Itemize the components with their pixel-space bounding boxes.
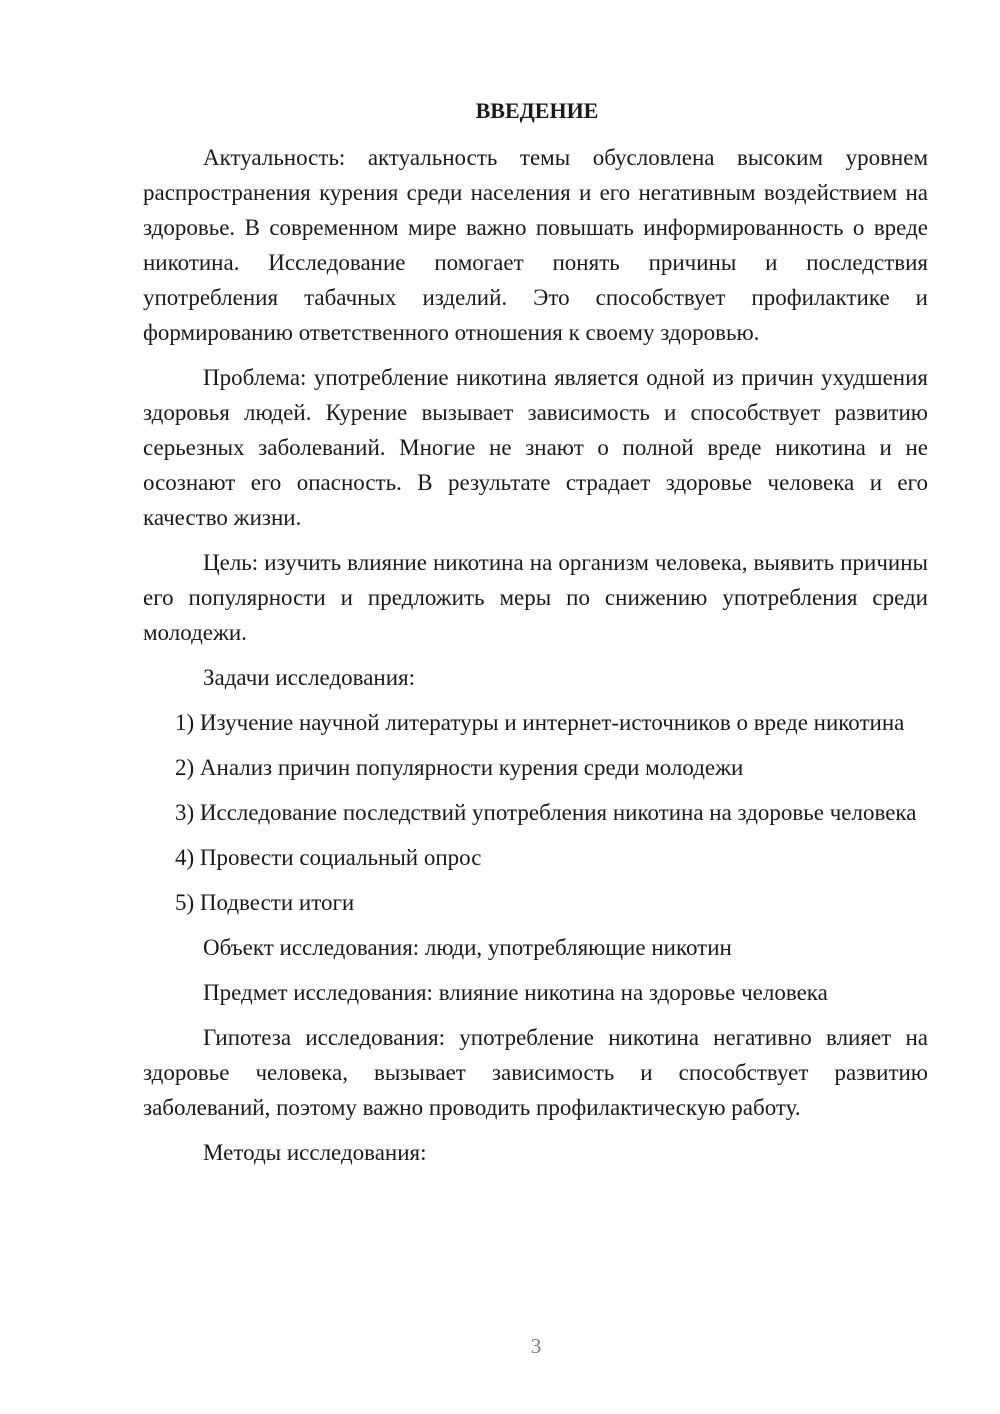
page-content <box>143 96 928 1170</box>
hypothesis-paragraph: Гипотеза исследования: употребление никотина негативно влияет на здоровье человека, вызывает зависимость и способствует развитию заболеваний, поэтому важно проводить профилактическую работу. <box>143 1025 928 1120</box>
task-item-5: 5) Подвести итоги <box>175 890 355 915</box>
tasks-heading: Задачи исследования: <box>203 665 416 690</box>
relevance-paragraph: Актуальность: актуальность темы обусловлена высоким уровнем распространения курения среди населения и его негативным воздействием на здоровье. В современном мире важно повышать информированность о вреде никотина. Исследование помогает понять причины и последствия употребления табачных изделий. Это способствует профилактике и формированию ответственного отношения к своему здоровью. <box>143 145 928 345</box>
task-item-4: 4) Провести социальный опрос <box>175 845 482 870</box>
object-paragraph: Объект исследования: люди, употребляющие никотин <box>203 935 732 960</box>
task-item-1: 1) Изучение научной литературы и интернет-источников о вреде никотина <box>175 710 905 735</box>
methods-heading: Методы исследования: <box>203 1140 427 1165</box>
goal-paragraph: Цель: изучить влияние никотина на организм человека, выявить причины его популярности и предложить меры по снижению употребления среди молодежи. <box>143 550 928 645</box>
problem-paragraph: Проблема: употребление никотина является одной из причин ухудшения здоровья людей. Курение вызывает зависимость и способствует развитию серьезных заболеваний. Многие не знают о полной вреде никотина и не осознают его опасность. В результате страдает здоровье человека и его качество жизни. <box>143 365 928 530</box>
page-title: ВВЕДЕНИЕ <box>475 98 599 123</box>
page-number: 3 <box>530 1334 542 1358</box>
task-item-2: 2) Анализ причин популярности курения среди молодежи <box>175 755 744 780</box>
subject-paragraph: Предмет исследования: влияние никотина на здоровье человека <box>203 980 828 1005</box>
task-item-3: 3) Исследование последствий употребления никотина на здоровье человека <box>175 800 917 825</box>
